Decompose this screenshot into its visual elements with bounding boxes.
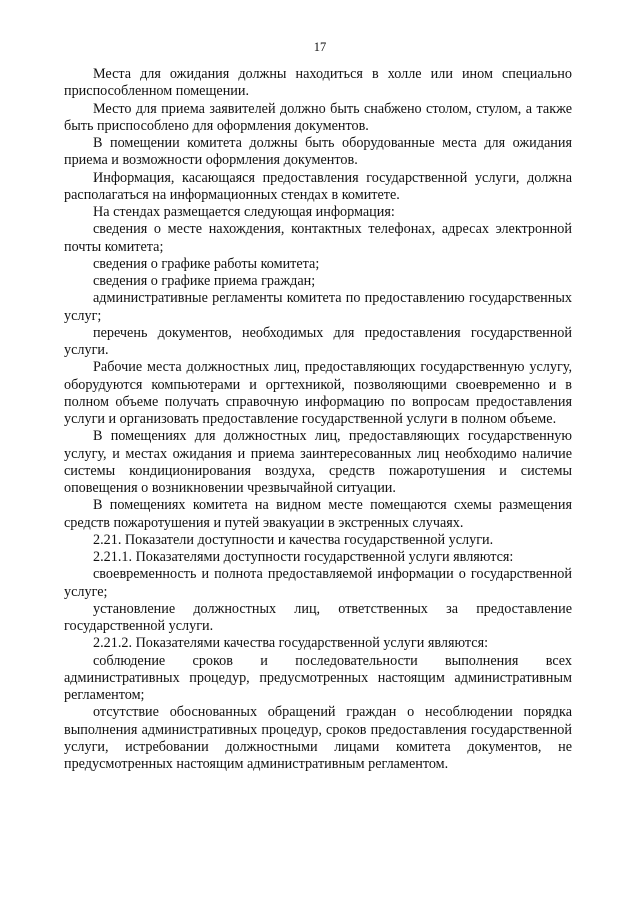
list-item: установление должностных лиц, ответственных за предоставление государственной услуги. — [64, 600, 572, 634]
page-number: 17 — [313, 40, 327, 54]
paragraph: На стендах размещается следующая информация: — [93, 204, 395, 220]
subsection-heading: 2.21.1. Показателями доступности государственной услуги являются: — [93, 549, 514, 565]
subsection-heading: 2.21.2. Показателями качества государственной услуги являются: — [93, 635, 489, 652]
paragraph: Информация, касающаяся предоставления государственной услуги, должна располагаться на информационных стендах в комитете. — [64, 169, 572, 203]
list-item: своевременность и полнота предоставляемой информации о государственной услуге; — [64, 566, 572, 600]
list-item: перечень документов, необходимых для предоставления государственной услуги. — [64, 324, 572, 358]
paragraph: Места для ожидания должны находиться в холле или ином специально приспособленном помещении. — [64, 66, 572, 100]
list-item: сведения о графике работы комитета; — [93, 255, 320, 272]
paragraph: Место для приема заявителей должно быть снабжено столом, стулом, а также быть приспособлено для оформления документов. — [64, 100, 572, 134]
list-item: административные регламенты комитета по предоставлению государственных услуг; — [64, 290, 572, 324]
list-item: соблюдение сроков и последовательности выполнения всех административных процедур, предусмотренных настоящим административным регламентом; — [64, 652, 572, 703]
document-body — [64, 66, 572, 773]
paragraph: В помещениях комитета на видном месте помещаются схемы размещения средств пожаротушения и путей эвакуации в экстренных случаях. — [64, 497, 572, 531]
list-item: сведения о графике приема граждан; — [93, 273, 316, 289]
section-heading: 2.21. Показатели доступности и качества государственной услуги. — [93, 531, 494, 548]
paragraph: В помещениях для должностных лиц, предоставляющих государственную услугу, и местах ожидания и приема заинтересованных лиц необходимо наличие системы кондиционирования воздуха, средств пожаротушения и системы оповещения о возникновении чрезвычайной ситуации. — [64, 428, 572, 496]
list-item: отсутствие обоснованных обращений граждан о несоблюдении порядка выполнения административных процедур, сроков предоставления государственной услуги, истребовании должностными лицами комитета документов, не предусмотренных настоящим административным регламентом. — [64, 704, 572, 772]
list-item: сведения о месте нахождения, контактных телефонах, адресах электронной почты комитета; — [64, 221, 572, 255]
paragraph: В помещении комитета должны быть оборудованные места для ожидания приема и возможности оформления документов. — [64, 135, 572, 169]
paragraph: Рабочие места должностных лиц, предоставляющих государственную услугу, оборудуются компьютерами и оргтехникой, позволяющими своевременно и в полном объеме получать справочную информацию по вопросам предоставления услуги и организовать предоставление государственной услуги в полном объеме. — [64, 359, 572, 427]
